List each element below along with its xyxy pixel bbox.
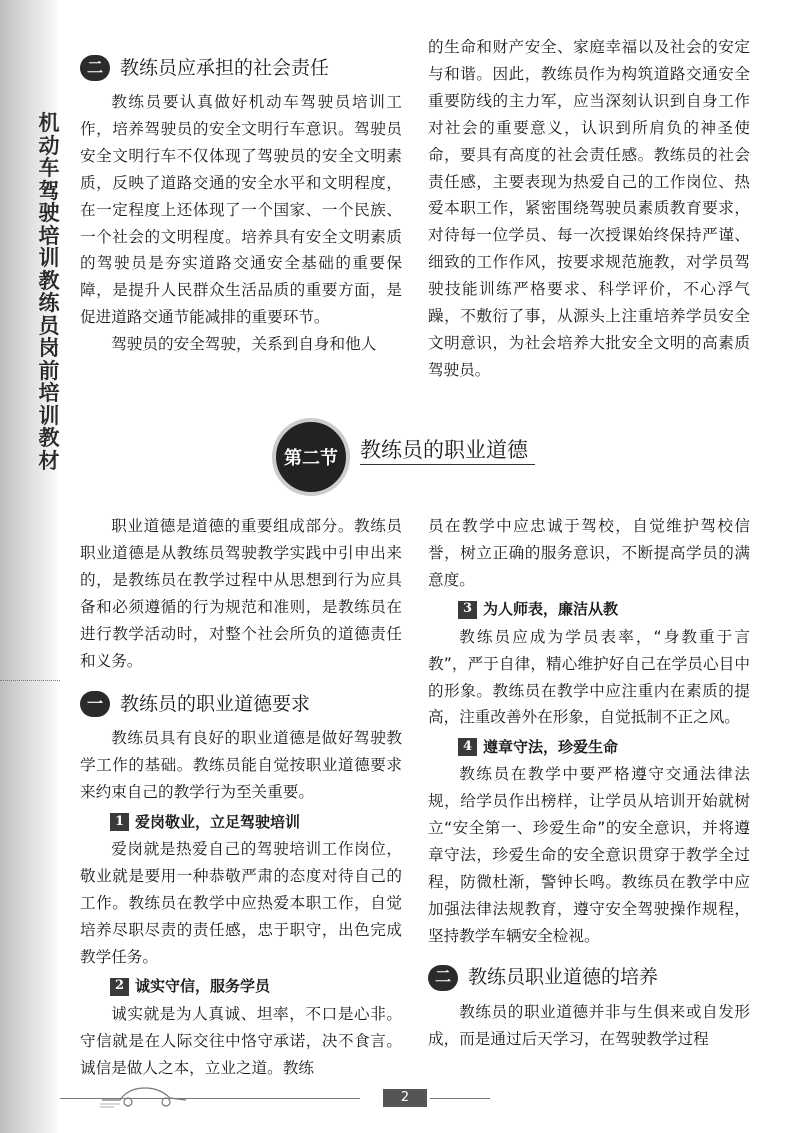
footer-rule-left xyxy=(60,1098,360,1099)
subheading-text: 为人师表，廉洁从教 xyxy=(483,600,619,619)
bottom-left-column xyxy=(80,513,402,1081)
paragraph: 职业道德是道德的重要组成部分。教练员职业道德是从教练员驾驶教学实践中引申出来的，是教练员在教学过程中从思想到行为应具备和必须遵循的行为规范和准则，是教练员在进行教学活动时，对整个社会所负的道德责任和义务。 xyxy=(80,517,402,670)
paragraph: 教练员的职业道德并非与生俱来或自发形成，而是通过后天学习，在驾驶教学过程 xyxy=(428,1002,750,1048)
section-heading xyxy=(428,960,750,996)
subheading xyxy=(110,975,402,999)
section-title: 教练员的职业道德 xyxy=(360,438,528,462)
heading-text: 教练员的职业道德要求 xyxy=(120,692,311,715)
paragraph: 教练员在教学中要严格遵守交通法律法规，给学员作出榜样，让学员从培训开始就树立“安全第一、珍爱生命”的安全意识，并将遵章守法，珍爱生命的安全意识贯穿于教学全过程，防微杜渐，警钟长鸣。教练员在教学中应加强法律法规教育，遵守安全驾驶操作规程，坚持教学车辆安全检视。 xyxy=(428,765,750,945)
top-right-column xyxy=(428,34,750,384)
heading-text: 教练员职业道德的培养 xyxy=(468,966,659,989)
paragraph: 教练员应成为学员表率，“身教重于言教”，严于自律，精心维护好自己在学员心目中的形象。教练员在教学中应注重内在素质的提高，注重改善外在形象，自觉抵制不正之风。 xyxy=(428,627,750,727)
section-label-circle xyxy=(272,418,350,496)
section-underline xyxy=(360,464,535,465)
subheading-text: 诚实守信，服务学员 xyxy=(135,977,271,996)
section-banner xyxy=(272,418,592,484)
subheading-text: 遵章守法，珍爱生命 xyxy=(483,737,619,756)
section-heading xyxy=(80,50,402,86)
section-label: 第二节 xyxy=(284,448,338,469)
car-icon xyxy=(100,1080,190,1110)
heading-number-badge: 二 xyxy=(80,55,110,81)
heading-number-badge: 二 xyxy=(428,965,458,991)
page-number: 2 xyxy=(383,1089,427,1107)
section-heading xyxy=(80,686,402,722)
heading-number-badge: 一 xyxy=(80,691,110,717)
subheading-number-box: 2 xyxy=(110,978,129,996)
paragraph: 教练员要认真做好机动车驾驶员培训工作，培养驾驶员的安全文明行车意识。驾驶员安全文明行车不仅体现了驾驶员的安全文明素质，反映了道路交通的安全水平和文明程度，在一定程度上还体现了一个国家、一个民族、一个社会的文明程度。培养具有安全文明素质的驾驶员是夯实道路交通安全基础的重要保障，是提升人民群众生活品质的重要方面，是促进道路交通节能减排的重要环节。 xyxy=(80,93,402,327)
subheading-number-box: 4 xyxy=(458,738,477,756)
vertical-book-title: 机动车驾驶培训教练员岗前培训教材 xyxy=(38,110,60,473)
bottom-right-column xyxy=(428,513,750,1053)
subheading xyxy=(458,735,750,759)
footer-rule-right xyxy=(430,1098,490,1099)
paragraph: 的生命和财产安全、家庭幸福以及社会的安定与和谐。因此，教练员作为构筑道路交通安全重要防线的主力军，应当深刻认识到自身工作对社会的重要意义，认识到所肩负的神圣使命，要具有高度的社会责任感。教练员的社会责任感，主要表现为热爱自己的工作岗位、热爱本职工作，紧密围绕驾驶员素质教育要求，对待每一位学员、每一次授课始终保持严谨、细致的工作作风，按要求规范施教，对学员驾驶技能训练严格要求、科学评价，不心浮气躁，不敷衍了事，从源头上注重培养学员安全文明意识，为社会培养大批安全文明的高素质驾驶员。 xyxy=(428,38,750,379)
subheading-text: 爱岗敬业，立足驾驶培训 xyxy=(135,812,301,831)
heading-text: 教练员应承担的社会责任 xyxy=(120,56,330,79)
subheading-number-box: 1 xyxy=(110,813,129,831)
paragraph: 诚实就是为人真诚、坦率，不口是心非。守信就是在人际交往中恪守承诺，决不食言。诚信是做人之本，立业之道。教练 xyxy=(80,1004,402,1077)
paragraph: 教练员具有良好的职业道德是做好驾驶教学工作的基础。教练员能自觉按职业道德要求来约束自己的教学行为至关重要。 xyxy=(80,729,402,802)
subheading-number-box: 3 xyxy=(458,601,477,619)
sidebar-divider xyxy=(0,680,60,681)
paragraph: 驾驶员的安全驾驶，关系到自身和他人 xyxy=(111,335,377,354)
paragraph: 员在教学中应忠诚于驾校，自觉维护驾校信誉，树立正确的服务意识，不断提高学员的满意度。 xyxy=(428,517,750,589)
subheading xyxy=(458,598,750,622)
subheading xyxy=(110,810,402,834)
paragraph: 爱岗就是热爱自己的驾驶培训工作岗位，敬业就是要用一种恭敬严肃的态度对待自己的工作。教练员在教学中应热爱本职工作，自觉培养尽职尽责的责任感，忠于职守，出色完成教学任务。 xyxy=(80,840,402,966)
top-left-column xyxy=(80,50,402,358)
